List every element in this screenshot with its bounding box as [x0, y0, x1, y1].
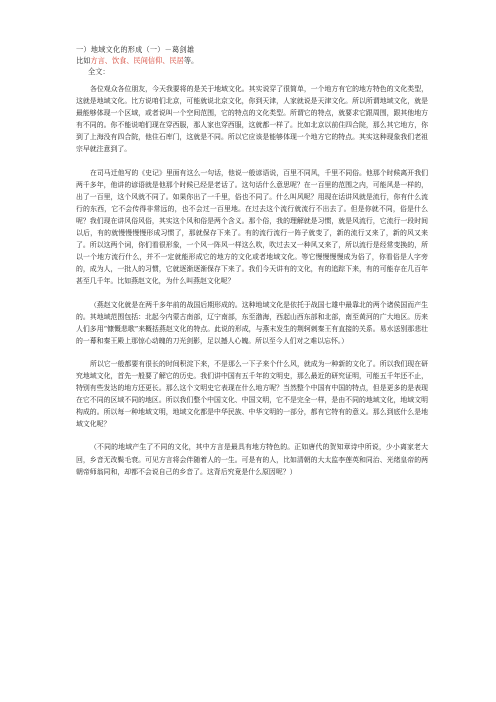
paragraph-5: （不同的地域产生了不同的文化，其中方言是最具有地方特色的。正如唐代的贺知章诗中所说，少小离家老大回，乡音无改鬓毛衰。可见方言将会伴随着人的一生。可是有的人，比如清朝的大太监李莲英和同治、光绪皇帝的两朝帝师翁同和，却都不会说自己的乡音了。这背后究竟是什么原因呢？）	[76, 443, 428, 476]
paragraph-4: 所以它一般都要有很长的时间积淀下来，不是那么一下子来个什么风，就成为一种新的文化了。所以我们现在研究地域文化，首先一般要了解它的历史。我们讲中国有五千年的文明史，那么最近的研究证明，可能五千年还不止，特别有些发达的地方还更长。那么这个文明史它表现在什么地方呢？当然整个中国有中国的特点，但是更多的是表现在它不同的区域不同的地区。所以我们整个中国文化、中国文明，它不是完全一样，是由不同的地域文化，地域文明构成的。所以每一种地域文明，地域文化都是中华民族、中华文明的一部分，都有它特有的意义。那么到底什么是地域文化呢？	[76, 359, 428, 429]
paragraph-1: 各位观众各位朋友，今天我要将的是关于地域文化。其实说穿了很简单，一个地方有它的地方特色的文化类型，这就是地域文化。比方说咱们北京，可能就说北京文化，你到天津，人家就说是天津文化。所以所谓地域文化，就是最能够体现一个区域，或者说叫一个空间范围，它的特点的文化类型。所谓它的特点，就要求它跟周围，跟其他地方有不同的。你不能说咱们现在穿西服，那人家也穿西服，这就都一样了。比如北京以前住四合院，那么其它地方，你到了上海没有四合院，他住石库门，这就是不同。所以它应该是能够体现一个地方它的特点。其实这种现象我们老祖宗早就注意到了。	[76, 85, 428, 154]
document-page	[76, 44, 428, 489]
paragraph-2: 在司马迁他写的《史记》里面有这么一句话，他说一般谚语说，百里不同风，千里不同俗。他那个时候离开我们两千多年，他讲的谚语就是他那个时候已经是老话了。这句话什么意思呢？在一百里的范围之内，可能风是一样的，出了一百里，这个风就不同了。如果你出了一千里，俗也不同了。什么叫风呢？用现在话讲风就是流行，你有什么流行的东西，它不会传得非常远的，也不会过一百里地。在过去这个流行就流行不出去了。但是你就不同，俗是什么呢？我们现在讲风俗风俗，其实这个风和俗是两个含义。那个俗，我的理解就是习惯，就是风流行，它流行一段时间以后，有的就慢慢慢慢形成习惯了，那就保存下来了。有的流行流行一阵子就变了，新的流行又来了，新的风又来了。所以这两个词，你们看很形象，一个风一阵风一样这么吹，吹过去又一种风又来了，所以流行是经常变换的，所以一个地方流行什么，并不一定就能形成它的地方的文化或者地域文化。等它慢慢慢慢成为俗了，你看俗是人字旁的，成为人，一批人的习惯，它就逐渐逐渐保存下来了。我们今天讲有的文化，有的追踪下来，有的可能存在几百年甚至几千年。比如燕赵文化，为什么叫燕赵文化呢？	[76, 168, 428, 286]
subtitle-suffix: 等。	[183, 56, 199, 65]
paragraph-3: （燕赵文化就是在两千多年前的战国后期形成的。这种地域文化是依托于战国七雄中最靠北的两个诸侯国而产生的。其地域范围包括：北起今内蒙古南部，辽宁南部，东至渤海，西起山西东部和北部，南至黄河的广大地区。历来人们多用“慷慨悲歌”来概括燕赵文化的特点。此说的形成，与燕末发生的荆轲刺秦王有直接的关系。易水送别那悲壮的一幕和秦王殿上那惊心动魄的刀光剑影，足以撼人心魄。所以至今人们对之难以忘怀。）	[76, 300, 428, 345]
subtitle-highlight: 方言、饮食、民间信仰、民居	[90, 56, 184, 65]
document-title: 一）地域文化的形成（一）－葛剑雄	[76, 45, 195, 54]
subtitle-prefix: 比如	[76, 56, 91, 65]
fulltext-label: 全文：	[88, 67, 110, 76]
document-subtitle	[76, 55, 428, 66]
